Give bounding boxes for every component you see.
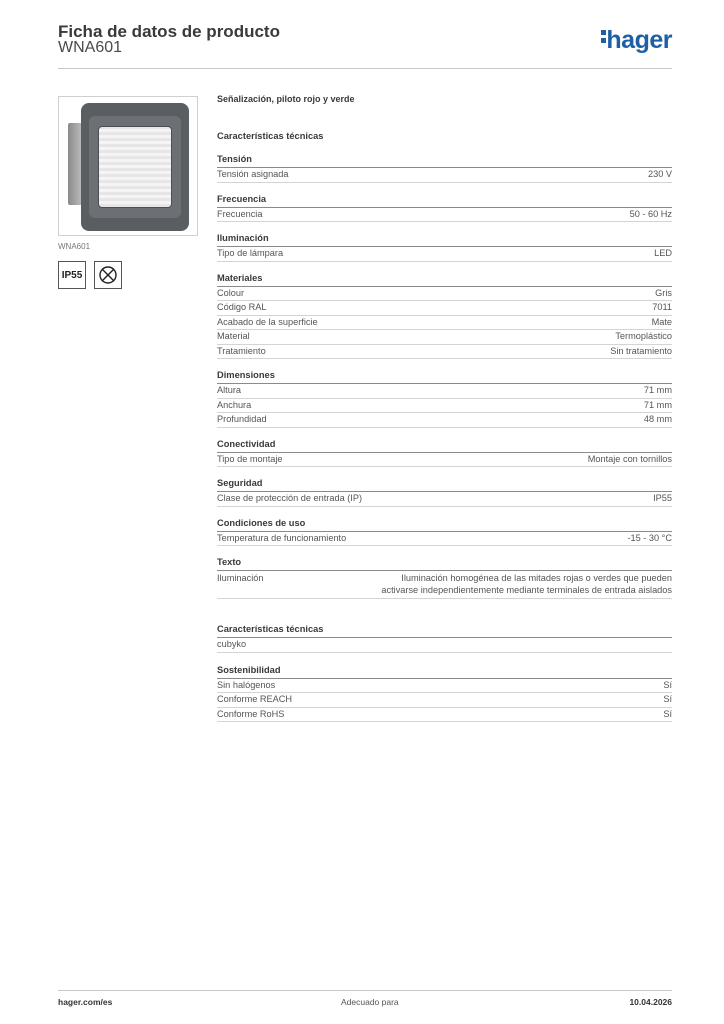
spec-label: Clase de protección de entrada (IP): [217, 493, 363, 503]
spec-label: Sin halógenos: [217, 679, 276, 690]
spec-label: Conforme RoHS: [217, 708, 285, 719]
section-title: Materiales: [217, 272, 672, 287]
spec-label: Material: [217, 331, 250, 341]
logo-colon-icon: [601, 27, 606, 46]
section-title: Seguridad: [217, 477, 672, 492]
spec-row: [217, 168, 672, 183]
spec-row: [217, 208, 672, 223]
spec-row: [217, 287, 672, 302]
spec-row: [217, 413, 672, 428]
spec-value: Sí: [663, 708, 672, 719]
spec-row: [217, 532, 672, 547]
section-sostenibilidad: [217, 664, 672, 723]
hager-logo: [601, 26, 672, 55]
spec-row: [217, 399, 672, 414]
spec-label: Frecuencia: [217, 208, 263, 219]
symbol-badges: [58, 261, 198, 289]
spec-value: 7011: [652, 302, 672, 312]
spec-row: [217, 638, 672, 653]
spec-row: [217, 384, 672, 399]
spec-label: Código RAL: [217, 302, 267, 312]
spec-label: Tensión asignada: [217, 169, 289, 179]
spec-value: Termoplástico: [615, 331, 672, 341]
product-image: [58, 96, 198, 236]
spec-row: [217, 301, 672, 316]
section-title: Iluminación: [217, 232, 672, 247]
section-title: Condiciones de uso: [217, 517, 672, 532]
footer-divider: [58, 990, 672, 991]
spec-value: Sí: [663, 694, 672, 704]
lamp-symbol-icon: [94, 261, 122, 289]
footer-date: 10.04.2026: [629, 997, 672, 1007]
page-header: [58, 20, 672, 68]
spec-value: Sin tratamiento: [610, 345, 672, 356]
spec-row: [217, 492, 672, 507]
spec-value: Mate: [651, 316, 672, 327]
spec-row: [217, 708, 672, 723]
product-description: Señalización, piloto rojo y verde: [217, 94, 355, 104]
section-title: Frecuencia: [217, 193, 672, 208]
section-conectividad: [217, 438, 672, 468]
spec-label: Acabado de la superficie: [217, 316, 318, 327]
spec-row: [217, 330, 672, 345]
section-materiales: [217, 272, 672, 360]
section-frecuencia: [217, 193, 672, 223]
product-panel: [58, 96, 198, 289]
specifications: [217, 94, 672, 722]
section-title: Características técnicas: [217, 623, 672, 638]
spec-value: Sí: [663, 679, 672, 690]
spec-value: 48 mm: [643, 414, 672, 424]
spec-label: cubyko: [217, 639, 247, 649]
ip55-badge: IP55: [58, 261, 86, 289]
spec-row: [217, 679, 672, 694]
logo-text: hager: [606, 26, 672, 54]
section-title: Conectividad: [217, 438, 672, 453]
spec-label: Tipo de montaje: [217, 453, 283, 464]
spec-value: 230 V: [647, 169, 672, 179]
product-code: WNA601: [58, 39, 123, 56]
spec-row: [217, 247, 672, 262]
spec-row: [217, 571, 672, 599]
spec-label: Iluminación: [217, 573, 264, 583]
section-tension: [217, 153, 672, 183]
section-condiciones: [217, 517, 672, 547]
footer-suitable-for: Adecuado para: [341, 997, 399, 1007]
section-dimensiones: [217, 369, 672, 428]
technical-characteristics-title: Características técnicas: [217, 131, 324, 141]
spec-row: [217, 453, 672, 468]
spec-label: Conforme REACH: [217, 694, 293, 704]
section-tecnicas-2: [217, 623, 672, 653]
product-image-caption: WNA601: [58, 242, 91, 251]
spec-value: Iluminación homogénea de las mitades rojas o verdes que pueden activarse independientemente mediante terminales de entrada aislados: [381, 573, 672, 595]
spec-value: 71 mm: [643, 385, 672, 395]
spec-label: Colour: [217, 287, 245, 298]
spec-value: IP55: [653, 493, 672, 503]
spec-value: 71 mm: [643, 399, 672, 410]
spec-label: Temperatura de funcionamiento: [217, 532, 347, 543]
spec-value: Montaje con tornillos: [587, 453, 672, 464]
section-title: Sostenibilidad: [217, 664, 672, 679]
section-texto: [217, 556, 672, 599]
spec-label: Anchura: [217, 399, 252, 410]
spec-value: Gris: [655, 287, 672, 298]
spec-row: [217, 693, 672, 708]
document-title: Ficha de datos de producto: [58, 22, 280, 41]
footer-website-link[interactable]: hager.com/es: [58, 997, 113, 1007]
header-divider: [58, 68, 672, 69]
spec-value: 50 - 60 Hz: [629, 208, 672, 219]
section-title: Texto: [217, 556, 672, 571]
spec-label: Profundidad: [217, 414, 267, 424]
spec-value: -15 - 30 °C: [627, 532, 672, 543]
spec-row: [217, 345, 672, 360]
spec-value: LED: [654, 248, 672, 258]
spec-label: Altura: [217, 385, 242, 395]
spec-label: Tratamiento: [217, 345, 266, 356]
spec-label: Tipo de lámpara: [217, 248, 284, 258]
spec-row: [217, 316, 672, 331]
section-title: Dimensiones: [217, 369, 672, 384]
section-seguridad: [217, 477, 672, 507]
section-iluminacion: [217, 232, 672, 262]
section-title: Tensión: [217, 153, 672, 168]
